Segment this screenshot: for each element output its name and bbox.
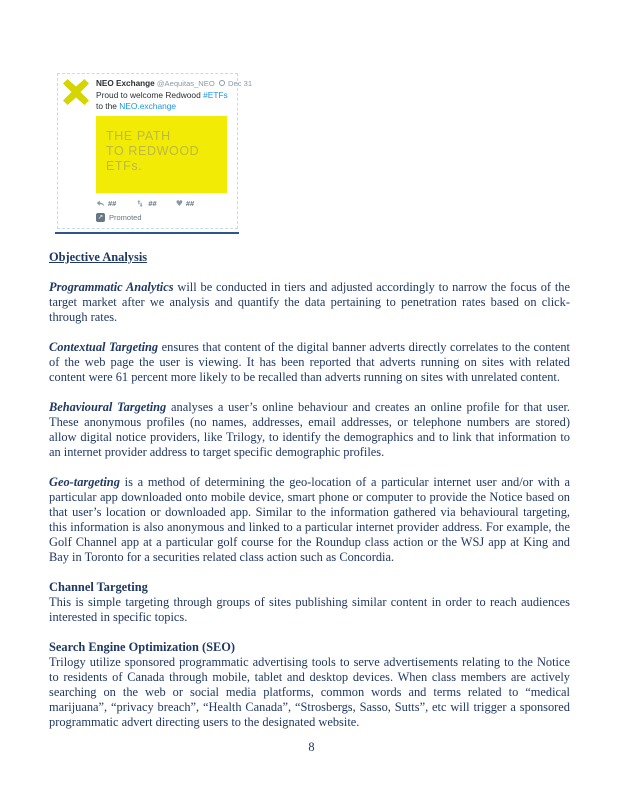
section-heading: Search Engine Optimization (SEO): [49, 640, 235, 654]
paragraph-contextual-targeting: [49, 340, 570, 385]
tweet-embed: [57, 73, 253, 229]
paragraph-programmatic-analytics: [49, 280, 570, 325]
objective-analysis-heading: Objective Analysis: [49, 250, 148, 264]
tweet-media-image[interactable]: [96, 116, 227, 193]
section-text: Trilogy utilize sponsored programmatic advertising tools to serve advertisements relating to the Notice to residents of Canada through mobile, tablet and desktop devices. When class members are actively searching on the web or social media platforms, common words and terms related to “medical marijuana”, “privacy breach”, “Health Canada”, “Strosbergs, Sasso, Sutts”, etc will trigger a sponsored programmatic advert directing users to the designated website.: [49, 655, 570, 729]
neo-exchange-avatar[interactable]: [63, 79, 89, 105]
tweet-content: [96, 79, 253, 222]
tweet-text: to the: [96, 101, 120, 111]
paragraph-text: ensures that content of the digital banner adverts directly correlates to the content of the web page the user is viewing. It has been reported that adverts running on sites with related content were 61 percent more likely to be recalled than adverts running on sites with unrelated content.: [49, 340, 570, 384]
hashtag-link[interactable]: #ETFs: [203, 90, 228, 100]
paragraph-lead: Programmatic Analytics: [49, 280, 174, 294]
paragraph-lead: Behavioural Targeting: [49, 400, 167, 414]
reply-arrow-icon: [96, 199, 105, 208]
paragraph-text: will be conducted in tiers and adjusted accordingly to narrow the focus of the target market after we analysis and quantify the data pertaining to penetration rates based on click-through rates.: [49, 280, 571, 324]
paragraph-lead: Contextual Targeting: [49, 340, 159, 354]
clock-icon: [219, 80, 225, 86]
paragraph-geo-targeting: [49, 475, 570, 565]
promoted-arrow-icon: ↗: [97, 213, 104, 221]
section-channel-targeting: [49, 580, 570, 625]
heart-icon: ♥: [175, 199, 183, 208]
retweet-count: ##: [148, 199, 157, 208]
like-count: ##: [185, 199, 195, 208]
tweet-handle[interactable]: @Aequitas_NEO: [156, 79, 215, 88]
ad-image-text-line: TO REDWOOD: [106, 144, 200, 158]
tweet-header: [96, 79, 253, 89]
ad-image-text-line: ETFs.: [106, 159, 143, 173]
tweet-author[interactable]: NEO Exchange: [96, 79, 155, 88]
reply-button[interactable]: [96, 199, 116, 208]
reply-count: ##: [108, 199, 117, 208]
retweet-button[interactable]: [135, 199, 156, 208]
tweet-actions-bar: [96, 199, 232, 208]
neo-exchange-x-logo-icon: [63, 79, 89, 105]
retweet-icon: [135, 199, 145, 208]
paragraph-text: analyses a user’s online behaviour and creates an online profile for that user. These anonymous profiles (no names, addresses, email addresses, or telephone numbers are stored) allow digital notice providers, like Trilogy, to identify the demographics and to link that information to an internet provider address to target specific demographic profiles.: [49, 400, 570, 459]
promoted-row: [96, 213, 232, 222]
neo-exchange-link[interactable]: NEO.exchange: [119, 101, 177, 111]
tweet-timestamp[interactable]: Dec 31: [228, 79, 253, 88]
section-seo: [49, 640, 570, 730]
page-number: 8: [308, 740, 315, 754]
paragraph-lead: Geo-targeting: [49, 475, 120, 489]
tweet-body: [96, 90, 236, 112]
section-text: This is simple targeting through groups of sites publishing similar content in order to reach audiences interested in specific topics.: [49, 595, 570, 624]
tweet-text: Proud to welcome Redwood: [96, 90, 204, 100]
promoted-label: Promoted: [109, 213, 142, 222]
blue-divider-line: [55, 232, 239, 234]
section-heading: Channel Targeting: [49, 580, 148, 594]
paragraph-behavioural-targeting: [49, 400, 570, 460]
ad-image-text-line: THE PATH: [106, 129, 171, 143]
paragraph-text: is a method of determining the geo-location of a particular internet user and/or with a particular app downloaded onto mobile device, smart phone or computer to provide the Notice based on that user’s location or downloaded app. Similar to the information gathered via behavioural targeting, this information is also anonymous and linked to a particular internet provider address. For example, the Golf Channel app at a particular golf course for the Roundup class action or the WSJ app at King and Bay in Toronto for a securities related class action such as Concordia.: [49, 475, 570, 564]
like-button[interactable]: [176, 199, 195, 208]
